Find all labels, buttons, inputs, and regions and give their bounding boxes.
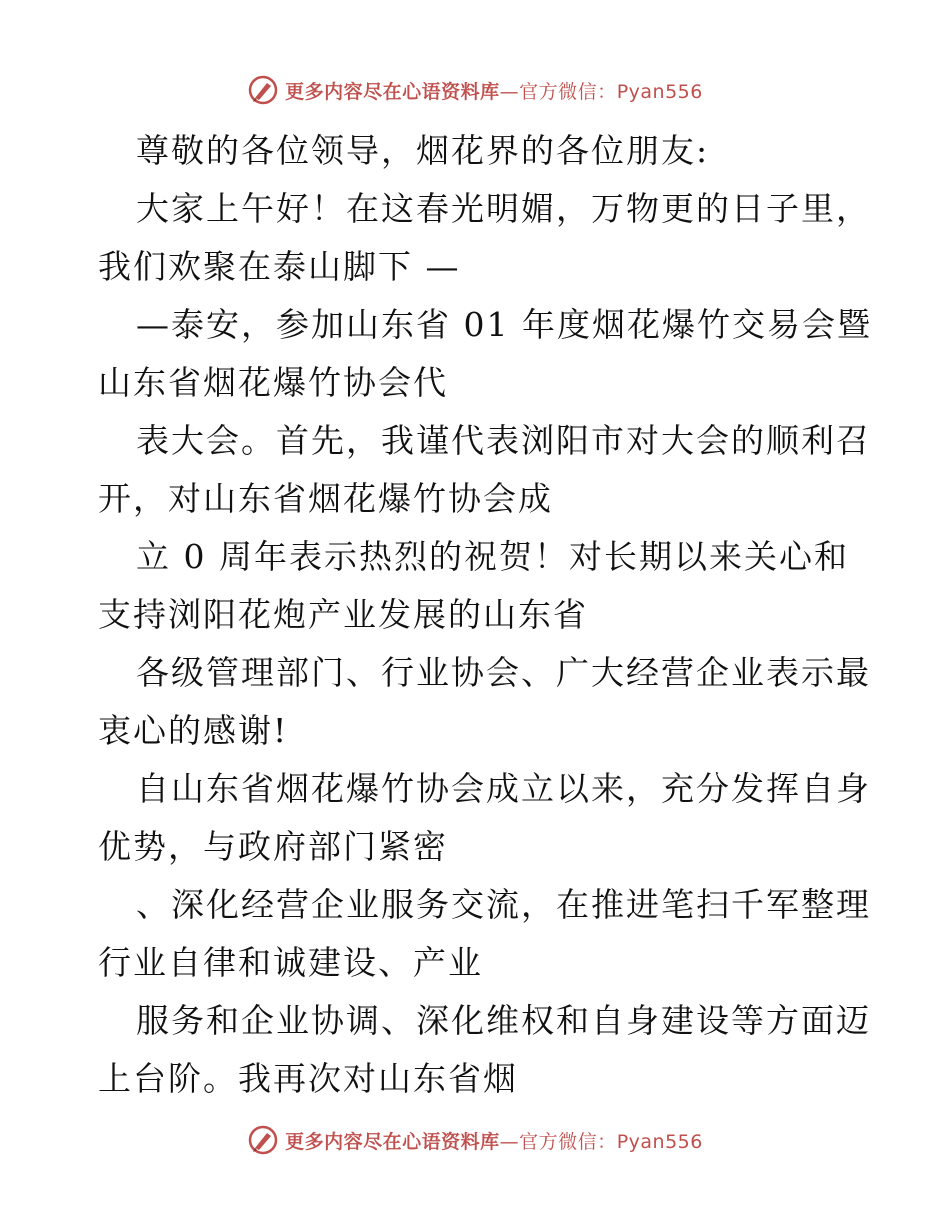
paragraph-line: 表大会。首先，我谨代表浏阳市对大会的顺利召 (136, 421, 871, 460)
paragraph-line: 支持浏阳花炮产业发展的山东省 (98, 595, 588, 634)
paragraph (98, 180, 871, 296)
paragraph-line: 立 0 周年表示热烈的祝贺！对长期以来关心和 (136, 537, 849, 576)
paragraph (98, 296, 872, 412)
paragraph-line: 尊敬的各位领导，烟花界的各位朋友: (136, 131, 710, 170)
paragraph-line: 行业自律和诚建设、产业 (98, 943, 483, 982)
paragraph (98, 122, 858, 180)
footer-banner-text (285, 1127, 703, 1154)
paragraph (98, 760, 871, 876)
paragraph (98, 992, 871, 1108)
paragraph (98, 876, 871, 992)
pen-logo-icon (247, 1124, 279, 1156)
header-brand: 更多内容尽在心语资料库 (285, 80, 500, 103)
paragraph (98, 412, 871, 528)
header-wechat-label: 官方微信： (519, 80, 617, 103)
header-dash: — (499, 80, 520, 103)
paragraph-line: 优势，与政府部门紧密 (98, 827, 448, 866)
header-banner (0, 70, 950, 110)
paragraph-line: 上台阶。我再次对山东省烟 (98, 1059, 518, 1098)
paragraph-line: 自山东省烟花爆竹协会成立以来，充分发挥自身 (136, 769, 871, 808)
footer-brand: 更多内容尽在心语资料库 (285, 1130, 500, 1153)
paragraph-line: 衷心的感谢! (98, 711, 289, 750)
paragraph-line: 大家上午好！在这春光明媚，万物更的日子里， (136, 189, 871, 228)
paragraph-line: 我们欢聚在泰山脚下 — (98, 247, 461, 286)
pen-logo-icon (247, 74, 279, 106)
paragraph-line: 各级管理部门、行业协会、广大经营企业表示最 (136, 653, 871, 692)
paragraph-line: 开，对山东省烟花爆竹协会成 (98, 479, 553, 518)
header-banner-text (285, 77, 703, 104)
footer-wechat-label: 官方微信： (519, 1130, 617, 1153)
paragraph-line: 、深化经营企业服务交流，在推进笔扫千军整理 (136, 885, 871, 924)
paragraph-line: 服务和企业协调、深化维权和自身建设等方面迈 (136, 1001, 871, 1040)
header-wechat-account: Pyan556 (616, 80, 703, 103)
paragraph (98, 644, 871, 760)
footer-banner (0, 1120, 950, 1160)
footer-wechat-account: Pyan556 (616, 1130, 703, 1153)
paragraph-line: —泰安，参加山东省 01 年度烟花爆竹交易会暨 (136, 305, 872, 344)
footer-dash: — (499, 1130, 520, 1153)
paragraph (98, 528, 858, 644)
document-body (98, 122, 872, 1108)
paragraph-line: 山东省烟花爆竹协会代 (98, 363, 448, 402)
